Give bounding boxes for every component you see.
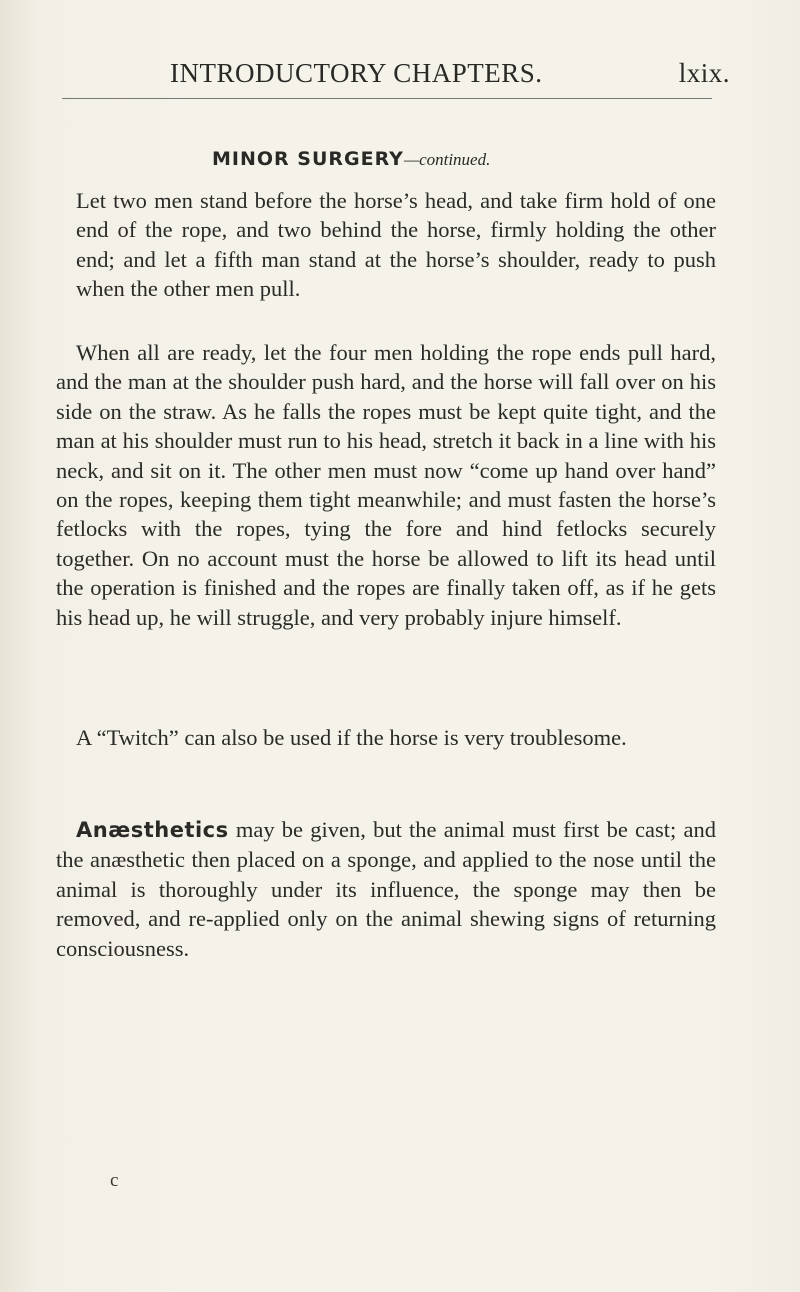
paragraph-4 <box>56 815 716 963</box>
paragraph-4-body <box>56 815 716 963</box>
section-heading <box>212 148 490 170</box>
header-rule <box>62 98 712 99</box>
paragraph-3-text: A “Twitch” can also be used if the horse is very troublesome. <box>76 725 627 750</box>
running-head-title: INTRODUCTORY CHAPTERS. <box>170 58 543 88</box>
paragraph-1-text: Let two men stand before the horse’s head, and take firm hold of one end of the rope, and two behind the horse, firmly holding the other end; and let a fifth man stand at the horse’s shoulder, ready to push when the other men pull. <box>76 188 716 302</box>
paragraph-2 <box>56 338 716 632</box>
signature-mark: c <box>110 1170 119 1191</box>
paragraph-1 <box>56 186 716 304</box>
paragraph-3 <box>56 723 716 752</box>
anaesthetics-run-in-heading: Anæsthetics <box>76 818 229 842</box>
paragraph-4-text: may be given, but the animal must first be cast; and the anæsthetic then placed on a sponge, and applied to the nose until the animal is thoroughly under its influence, the sponge may then be removed, and re-applied only on the animal shewing signs of returning consciousness. <box>56 817 716 961</box>
page-number: lxix. <box>678 58 730 88</box>
section-heading-continued: —continued. <box>403 150 491 169</box>
paragraph-2-text: When all are ready, let the four men holding the rope ends pull hard, and the man at the shoulder push hard, and the horse will fall over on his side on the straw. As he falls the ropes must be kept quite tight, and the man at his shoulder must run to his head, stretch it back in a line with his neck, and sit on it. The other men must now “come up hand over hand” on the ropes, keeping them tight meanwhile; and must fasten the horse’s fetlocks with the ropes, tying the fore and hind fetlocks securely together. On no account must the horse be allowed to lift its head until the operation is finished and the ropes are finally taken off, as if he gets his head up, he will struggle, and very probably injure himself. <box>56 340 716 630</box>
section-heading-title: MINOR SURGERY <box>212 148 404 170</box>
